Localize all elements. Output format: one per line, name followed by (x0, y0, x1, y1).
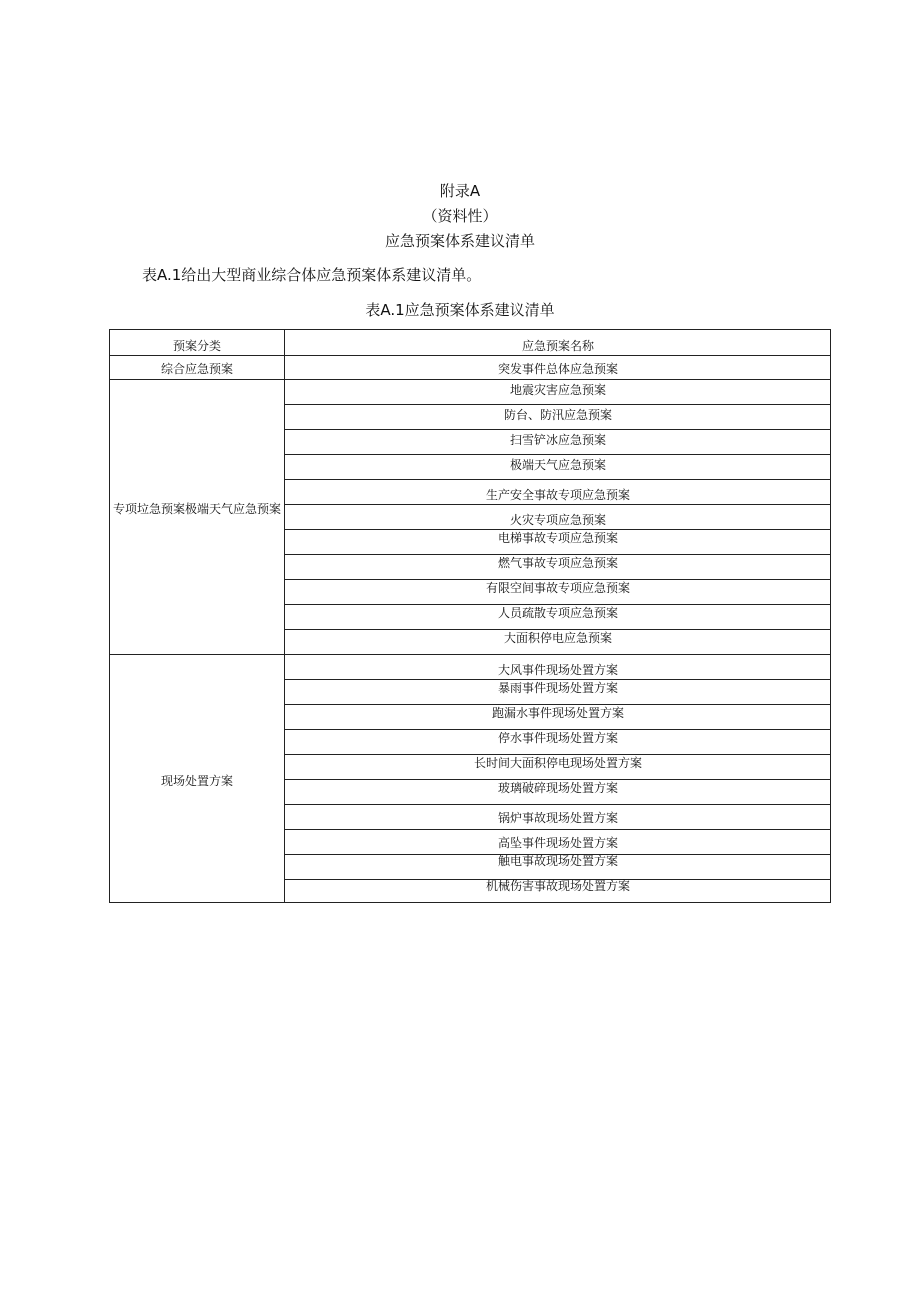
row-divider (285, 829, 830, 830)
plan-name-cell: 突发事件总体应急预案 (497, 362, 618, 376)
row-divider (285, 454, 830, 455)
plan-name-cell: 长时间大面积停电现场处置方案 (473, 756, 642, 770)
category-comprehensive: 综合应急预案 (160, 362, 233, 376)
plan-name-cell: 机械伤害事故现场处置方案 (485, 879, 630, 893)
row-divider (285, 504, 830, 505)
plan-name-cell: 扫雪铲冰应急预案 (509, 433, 606, 447)
row-divider (110, 379, 830, 380)
table-caption: 表A.1应急预案体系建议清单 (365, 301, 555, 319)
plan-name-cell: 大风事件现场处置方案 (497, 663, 618, 677)
table-header-category: 预案分类 (172, 339, 221, 353)
row-divider (285, 429, 830, 430)
row-divider (285, 804, 830, 805)
plan-name-cell: 停水事件现场处置方案 (497, 731, 618, 745)
plan-name-cell: 防台、防汛应急预案 (503, 408, 612, 422)
category-onsite: 现场处置方案 (160, 774, 233, 788)
table-header-plan-name: 应急预案名称 (521, 339, 594, 353)
plan-name-cell: 暴雨事件现场处置方案 (497, 681, 618, 695)
row-divider (110, 654, 830, 655)
appendix-label: 附录A (439, 182, 481, 200)
emergency-plan-table (109, 329, 831, 903)
appendix-title: 应急预案体系建议清单 (384, 232, 535, 250)
row-divider (285, 479, 830, 480)
plan-name-cell: 人员疏散专项应急预案 (497, 606, 618, 620)
plan-name-cell: 锅炉事故现场处置方案 (497, 811, 618, 825)
plan-name-cell: 极端天气应急预案 (509, 458, 606, 472)
plan-name-cell: 触电事故现场处置方案 (497, 854, 618, 868)
plan-name-cell: 有限空间事故专项应急预案 (485, 581, 630, 595)
category-special: 专项垃急预案极端天气应急预案 (112, 502, 281, 516)
plan-name-cell: 大面积停电应急预案 (503, 631, 612, 645)
plan-name-cell: 跑漏水事件现场处置方案 (491, 706, 624, 720)
row-divider (285, 404, 830, 405)
appendix-nature: （资料性） (422, 207, 498, 225)
intro-paragraph: 表A.1给出大型商业综合体应急预案体系建议清单。 (142, 266, 482, 284)
plan-name-cell: 高坠事件现场处置方案 (497, 836, 618, 850)
plan-name-cell: 火灾专项应急预案 (509, 513, 606, 527)
plan-name-cell: 电梯事故专项应急预案 (497, 531, 618, 545)
plan-name-cell: 燃气事故专项应急预案 (497, 556, 618, 570)
plan-name-cell: 生产安全事故专项应急预案 (485, 488, 630, 502)
plan-name-cell: 玻璃破碎现场处置方案 (497, 781, 618, 795)
plan-name-cell: 地震灾害应急预案 (509, 383, 606, 397)
row-divider (110, 355, 830, 356)
